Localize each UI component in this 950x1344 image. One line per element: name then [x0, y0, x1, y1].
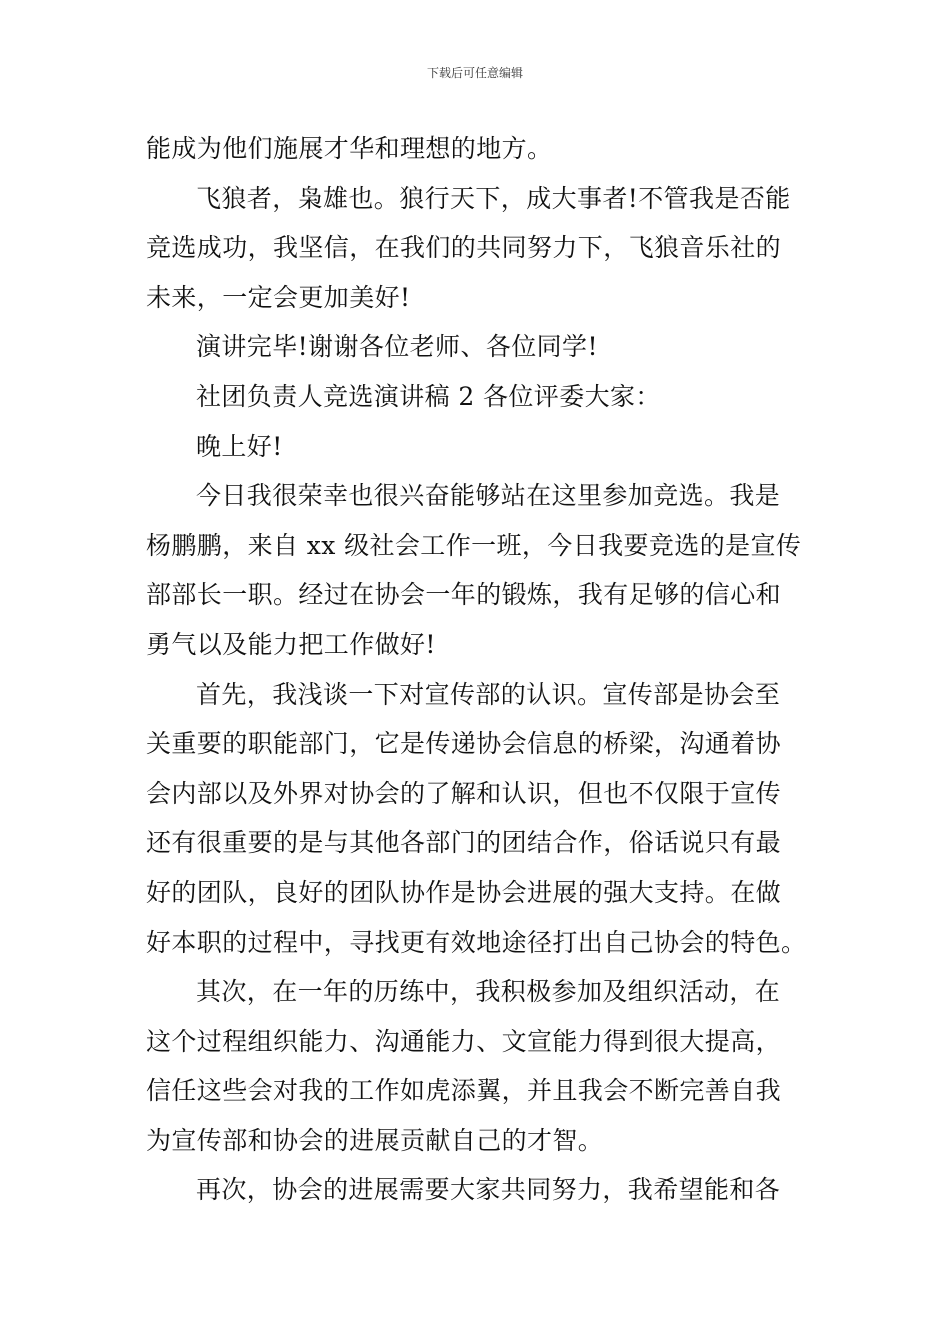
text-line: 这个过程组织能力、沟通能力、文宣能力得到很大提高， [146, 1026, 782, 1056]
text-line: 今日我很荣幸也很兴奋能够站在这里参加竞选。我是 [196, 481, 781, 511]
text-line: 为宣传部和协会的进展贡献自己的才智。 [146, 1125, 604, 1155]
text-line: 演讲完毕!谢谢各位老师、各位同学! [196, 332, 598, 362]
text-line: 社团负责人竞选演讲稿 2 各位评委大家： [196, 381, 661, 411]
text-line: 未来，一定会更加美好! [146, 282, 411, 312]
text-line: 好本职的过程中，寻找更有效地途径打出自己协会的特色。 [146, 927, 807, 957]
text-line: 还有很重要的是与其他各部门的团结合作，俗话说只有最 [146, 828, 782, 858]
text-line: 能成为他们施展才华和理想的地方。 [146, 134, 553, 163]
text-line: 竞选成功，我坚信，在我们的共同努力下，飞狼音乐社的 [146, 233, 782, 263]
text-line: 飞狼者，枭雄也。狼行天下，成大事者!不管我是否能 [196, 183, 791, 213]
text-line: 信任这些会对我的工作如虎添翼，并且我会不断完善自我 [146, 1076, 782, 1106]
text-line: 其次，在一年的历练中，我积极参加及组织活动，在 [196, 977, 781, 1007]
text-line: 再次，协会的进展需要大家共同努力，我希望能和各 [196, 1175, 781, 1205]
text-line: 部部长一职。经过在协会一年的锻炼，我有足够的信心和 [146, 580, 782, 610]
text-line: 杨鹏鹏，来自 xx 级社会工作一班，今日我要竞选的是宣传 [146, 530, 802, 560]
text-line: 晚上好! [196, 431, 283, 461]
text-line: 好的团队，良好的团队协作是协会进展的强大支持。在做 [146, 877, 782, 907]
text-line: 勇气以及能力把工作做好! [146, 629, 436, 659]
document-body [146, 124, 808, 1215]
text-line: 关重要的职能部门，它是传递协会信息的桥梁，沟通着协 [146, 729, 782, 759]
text-line: 首先，我浅谈一下对宣传部的认识。宣传部是协会至 [196, 679, 781, 709]
text-line: 会内部以及外界对协会的了解和认识，但也不仅限于宣传 [146, 778, 782, 808]
page-header-note: 下载后可任意编辑 [426, 66, 523, 80]
